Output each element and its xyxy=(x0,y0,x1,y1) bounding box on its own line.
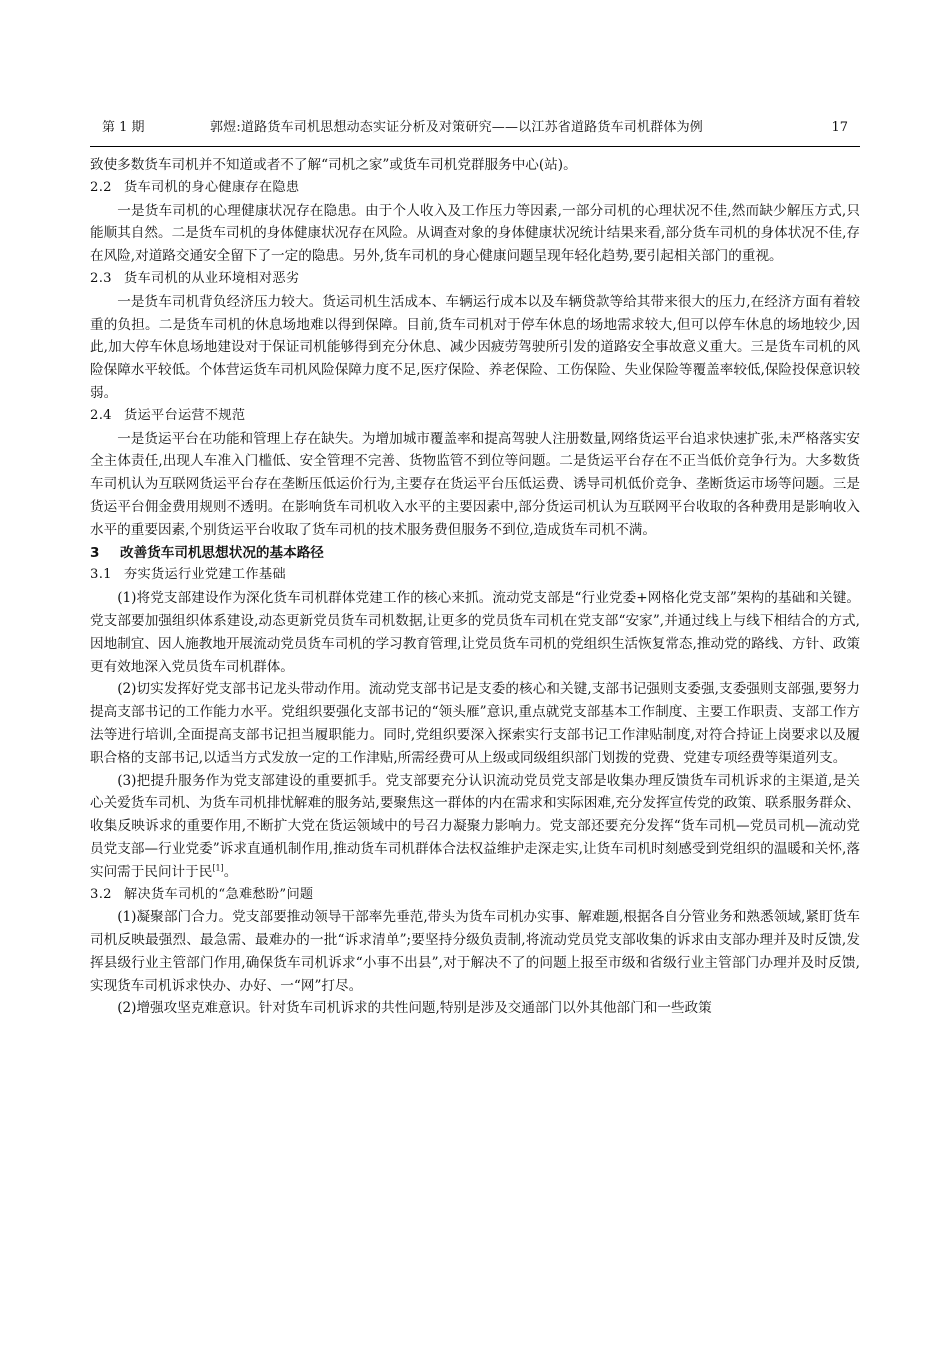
section-heading-3 xyxy=(90,542,860,565)
paragraph: (1)凝聚部门合力。党支部要推动领导干部率先垂范,带头为货车司机办实事、解难题,根据各自分管业务和熟悉领域,紧盯货车司机反映最强烈、最急需、最难办的一批“诉求清单”;要坚持分级负责制,将流动党员党支部收集的诉求由支部办理并及时反馈,发挥县级行业主管部门作用,确保货车司机诉求“小事不出县”,对于解决不了的问题上报至市级和省级行业主管部门办理并及时反馈,实现货车司机诉求快办、办好、一“网”打尽。 xyxy=(90,909,860,994)
paragraph: (2)增强攻坚克难意识。针对货车司机诉求的共性问题,特别是涉及交通部门以外其他部门和一些政策 xyxy=(117,1000,712,1017)
section-title: 货车司机的从业环境相对恶劣 xyxy=(124,270,300,286)
section-number: 3.1 xyxy=(90,567,112,583)
section-heading-3-1 xyxy=(90,564,860,587)
section-title: 货运平台运营不规范 xyxy=(124,407,246,423)
paragraph-text: (3)把提升服务作为党支部建设的重要抓手。党支部要充分认识流动党员党支部是收集办理反馈货车司机诉求的主渠道,是关心关爱货车司机、为货车司机排忧解难的服务站,要聚焦这一群体的内在需求和实际困难,充分发挥宣传党的政策、联系服务群众、收集反映诉求的重要作用,不断扩大党在货运领域中的号召力凝聚力影响力。党支部还要充分发挥“货车司机—党员司机—流动党员党支部—行业党委”诉求直通机制作用,推动货车司机群体合法权益维护走深走实,让货车司机时刻感受到党组织的温暖和关怀,落实问需于民问计于民 xyxy=(90,772,860,880)
header-rule xyxy=(90,146,860,147)
section-heading-2-2 xyxy=(90,177,860,200)
section-heading-2-4 xyxy=(90,405,860,428)
section-number: 3.2 xyxy=(90,886,112,902)
running-header xyxy=(90,118,860,138)
section-number: 2.3 xyxy=(90,270,112,286)
paragraph: 一是货运平台在功能和管理上存在缺失。为增加城市覆盖率和提高驾驶人注册数量,网络货运平台追求快速扩张,未严格落实安全主体责任,出现人车准入门槛低、安全管理不完善、货物监管不到位等问题。二是货运平台存在不正当低价竞争行为。大多数货车司机认为互联网货运平台存在垄断压低运价行为,主要存在货运平台压低运费、诱导司机低价竞争、垄断货运市场等问题。三是货运平台佣金费用规则不透明。在影响货车司机收入水平的主要因素中,部分货运司机认为互联网平台收取的各种费用是影响收入水平的重要因素,个别货运平台收取了货车司机的技术服务费但服务不到位,造成货车司机不满。 xyxy=(90,430,860,538)
issue-label: 第 1 期 xyxy=(102,120,145,135)
section-title: 解决货车司机的“急难愁盼”问题 xyxy=(124,886,314,902)
paragraph: 一是货车司机的心理健康状况存在隐患。由于个人收入及工作压力等因素,一部分司机的心理状况不佳,然而缺少解压方式,只能顺其自然。二是货车司机的身体健康状况存在风险。从调查对象的身体健康状况统计结果来看,部分货车司机的身体状况不佳,存在风险,对道路交通安全留下了一定的隐患。另外,货车司机的身心健康问题呈现年轻化趋势,要引起相关部门的重视。 xyxy=(90,202,860,265)
paragraph-end: 。 xyxy=(223,863,238,880)
section-number: 2.2 xyxy=(90,179,112,195)
paragraph: (2)切实发挥好党支部书记龙头带动作用。流动党支部书记是支委的核心和关键,支部书记强则支委强,支委强则支部强,要努力提高支部书记的工作能力水平。党组织要强化支部书记的“领头雁”意识,重点就党支部基本工作制度、主要工作职责、支部工作方法等进行培训,全面提高支部书记担当履职能力。同时,党组织要深入探索实行支部书记工作津贴制度,对符合持证上岗要求以及履职合格的支部书记,以适当方式发放一定的工作津贴,所需经费可从上级或同级组织部门划拨的党费、党建专项经费等渠道列支。 xyxy=(90,681,860,766)
section-heading-3-2 xyxy=(90,884,860,907)
paragraph xyxy=(90,770,860,884)
article-body xyxy=(90,154,860,1020)
page-number: 17 xyxy=(831,120,848,135)
section-number: 3 xyxy=(90,544,100,561)
section-title: 货车司机的身心健康存在隐患 xyxy=(124,179,300,195)
section-title: 夯实货运行业党建工作基础 xyxy=(124,567,286,583)
running-title: 郭煜:道路货车司机思想动态实证分析及对策研究——以江苏省道路货车司机群体为例 xyxy=(210,120,703,135)
section-number: 2.4 xyxy=(90,407,112,423)
citation-ref: [1] xyxy=(212,863,224,873)
paragraph: 一是货车司机背负经济压力较大。货运司机生活成本、车辆运行成本以及车辆贷款等给其带来很大的压力,在经济方面有着较重的负担。二是货车司机的休息场地难以得到保障。目前,货车司机对于停车休息的场地需求较大,但可以停车休息的场地较少,因此,加大停车休息场地建设对于保证司机能够得到充分休息、减少因疲劳驾驶所引发的道路安全事故意义重大。三是货车司机的风险保障水平较低。个体营运货车司机风险保障力度不足,医疗保险、养老保险、工伤保险、失业保险等覆盖率较低,保险投保意识较弱。 xyxy=(90,293,860,401)
section-title: 改善货车司机思想状况的基本路径 xyxy=(120,544,324,561)
paragraph: (1)将党支部建设作为深化货车司机群体党建工作的核心来抓。流动党支部是“行业党委+网格化党支部”架构的基础和关键。党支部要加强组织体系建设,动态更新党员货车司机数据,让更多的党员货车司机在党支部“安家”,并通过线上与线下相结合的方式,因地制宜、因人施教地开展流动党员货车司机的学习教育管理,让党员货车司机的党组织生活恢复常态,推动党的路线、方针、政策更有效地深入党员货车司机群体。 xyxy=(90,590,860,675)
paragraph-carryover: 致使多数货车司机并不知道或者不了解“司机之家”或货车司机党群服务中心(站)。 xyxy=(90,157,577,173)
section-heading-2-3 xyxy=(90,268,860,291)
